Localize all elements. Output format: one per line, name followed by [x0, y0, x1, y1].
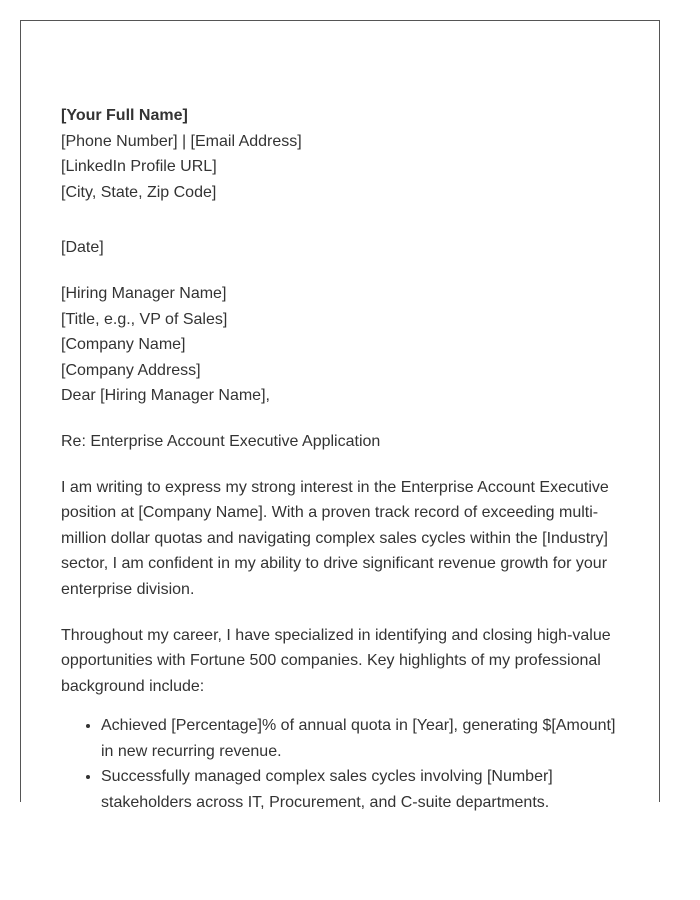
letter-page: [20, 20, 660, 812]
letter-content: [61, 103, 621, 816]
subject-line: Re: Enterprise Account Executive Application: [61, 432, 381, 450]
recipient-block: [61, 281, 621, 409]
recipient-title: [Title, e.g., VP of Sales]: [61, 310, 228, 328]
recipient-company: [Company Name]: [61, 336, 186, 354]
paragraph-background: Throughout my career, I have specialized in identifying and closing high-value opportunities with Fortune 500 companies. Key highlights of my professional background include:: [61, 626, 611, 695]
list-item: • Achieved [Percentage]% of annual quota in [Year], generating $[Amount] in new recurring revenue.: [101, 713, 621, 764]
sender-linkedin: [LinkedIn Profile URL]: [61, 158, 217, 176]
sender-location: [City, State, Zip Code]: [61, 183, 217, 201]
sender-contact: [Phone Number] | [Email Address]: [61, 132, 302, 150]
list-item: • Successfully managed complex sales cycles involving [Number] stakeholders across IT, Procurement, and C-suite departments.: [101, 764, 621, 815]
letter-date: [Date]: [61, 239, 104, 257]
salutation: Dear [Hiring Manager Name],: [61, 387, 270, 405]
recipient-name: [Hiring Manager Name]: [61, 284, 227, 302]
sender-name: [Your Full Name]: [61, 107, 188, 124]
recipient-address: [Company Address]: [61, 361, 201, 379]
highlights-list: [61, 713, 621, 815]
sender-block: [61, 103, 621, 205]
paragraph-intro: I am writing to express my strong interest in the Enterprise Account Executive position at [Company Name]. With a proven track record of exceeding multi-million dollar quotas and navigating complex sales cycles within the [Industry] sector, I am confident in my ability to drive significant revenue growth for your enterprise division.: [61, 478, 609, 598]
